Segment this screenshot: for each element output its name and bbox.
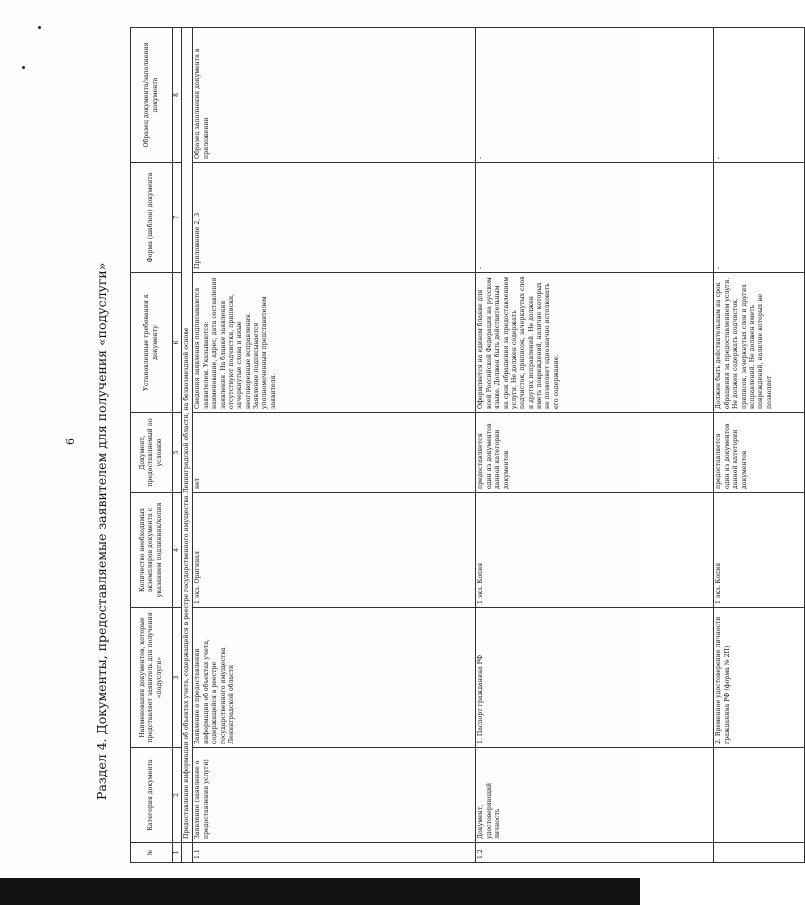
document-name: Заявление о предоставлении информации об объектах учета, содержащейся в реестре государственного имущества Ленинградской области	[193, 608, 476, 748]
documents-table	[130, 28, 773, 863]
column-number-row	[173, 28, 182, 863]
scan-border-bar	[0, 878, 640, 905]
table-row	[476, 28, 714, 863]
scan-speck	[22, 66, 25, 69]
row-number: 1.1	[193, 843, 476, 863]
subservice-row	[182, 28, 193, 863]
header-cell: Образец документа/заполнения документа	[131, 28, 173, 163]
document-requirements: Сведения заявления подписываются заявителем. Указываются: наименование, адрес, дата составления заявления. На бланке заявления отсутствуют подчистки, приписки, зачеркнутые слова и иные неоговоренные исправления. Заявление подписывается уполномоченным представителем заявителя.	[193, 273, 476, 413]
document-requirements: Оформляется на едином бланке для всей Российской Федерации на русском языке. Должен быть действительным на срок обращения за предоставлением услуги. Не должен содержать подчисток, приписок, зачеркнутых слов и других исправлений. Не должен иметь повреждений, наличие которых не позволяет однозначно истолковать его содержание.	[476, 273, 714, 413]
document-form: Приложение 2, 3	[193, 163, 476, 273]
document-category: Заявление (заявление о предоставлении услуги)	[193, 748, 476, 843]
header-cell: Документ, предоставляемый по условию	[131, 413, 173, 493]
header-cell: Форма (шаблон) документа	[131, 163, 173, 273]
scan-speck	[38, 26, 41, 29]
header-cell: Установленные требования к документу	[131, 273, 173, 413]
table-row	[714, 28, 805, 863]
document-condition: предоставляется один из документов данной категории документов	[714, 413, 805, 493]
document-count: 1 экз. Копия	[476, 493, 714, 608]
document-name: 1. Паспорт гражданина РФ	[476, 608, 714, 748]
document-form: -	[476, 163, 714, 273]
column-number: 1	[173, 843, 182, 863]
document-count: 1 экз. Копия	[714, 493, 805, 608]
subservice-title: Предоставление информации об объектах учета, содержащейся в реестре государственного имущества Ленинградской области, на безвозмездной основе	[182, 28, 193, 843]
section-title: Раздел 4. Документы, предоставляемые заявителем для получения «подуслуги»	[94, 262, 109, 800]
column-number: 6	[173, 273, 182, 413]
document-category: Документ, удостоверяющий личность	[476, 748, 714, 843]
document-requirements: Должен быть действительным на срок обращения за предоставлением услуги. Не должен содержать подчисток, приписок, зачеркнутых слов и других исправлений. Не должен иметь повреждений, наличие которых не позволяет	[714, 273, 805, 413]
header-cell: №	[131, 843, 173, 863]
row-number: 1.2	[476, 843, 714, 863]
document-count: 1 экз. Оригинал	[193, 493, 476, 608]
column-number: 2	[173, 748, 182, 843]
table-row	[193, 28, 476, 863]
document-sample: Образец заполнения документа в приложении	[193, 28, 476, 163]
header-cell: Количество необходимых экземпляров документа с указанием подлинник/копия	[131, 493, 173, 608]
column-number: 4	[173, 493, 182, 608]
table-header-row	[131, 28, 173, 863]
column-number: 5	[173, 413, 182, 493]
row-number	[714, 843, 805, 863]
document-form: -	[714, 163, 805, 273]
header-cell: Категория документа	[131, 748, 173, 843]
page-number: 6	[64, 438, 77, 445]
row-number	[182, 843, 193, 863]
column-number: 8	[173, 28, 182, 163]
document-sample: -	[714, 28, 805, 163]
column-number: 7	[173, 163, 182, 273]
header-cell: Наименования документов, которые представляет заявитель для получения «подуслуги»	[131, 608, 173, 748]
document-category	[714, 748, 805, 843]
document-sample: -	[476, 28, 714, 163]
column-number: 3	[173, 608, 182, 748]
document-condition: предоставляется один из документов данной категории документов	[476, 413, 714, 493]
document-name: 2. Временное удостоверение личности гражданина РФ (форма № 2П)	[714, 608, 805, 748]
document-condition: нет	[193, 413, 476, 493]
